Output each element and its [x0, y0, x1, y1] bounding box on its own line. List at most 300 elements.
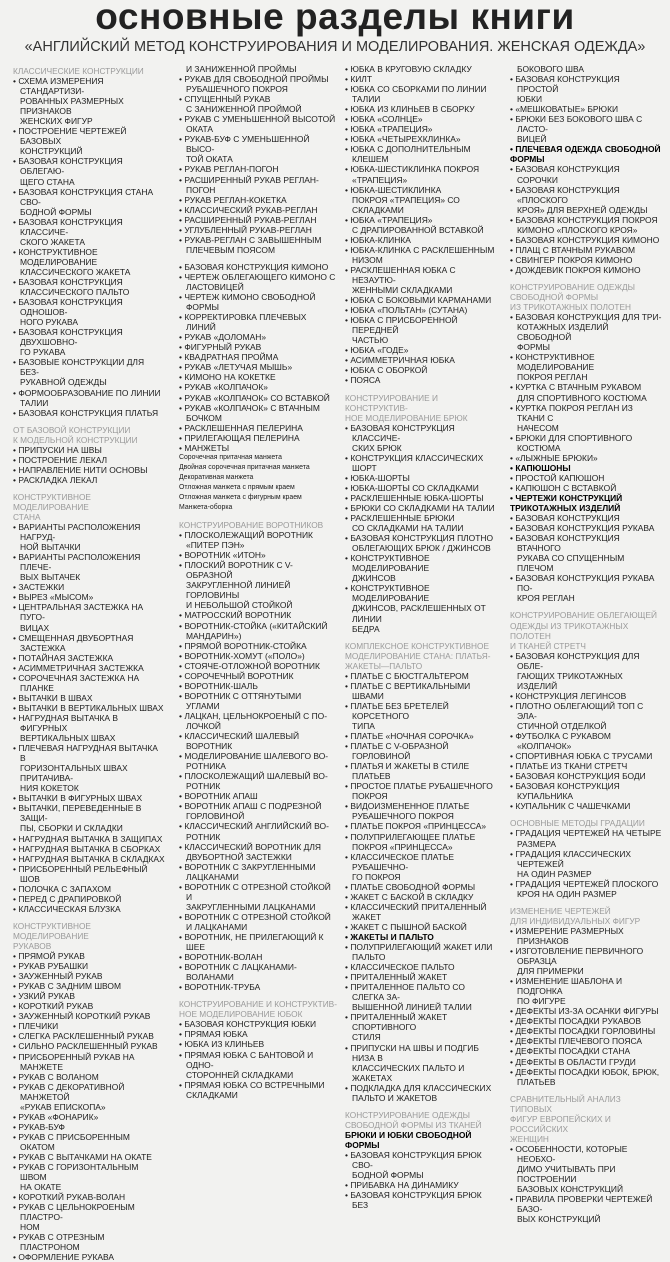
list-item: • ВОРОТНИК-ШАЛЬ: [179, 681, 337, 691]
section-heading: ОСНОВНЫЕ МЕТОДЫ ГРАДАЦИИ: [510, 818, 645, 829]
list-item-continuation: РОТНИК: [186, 831, 221, 842]
section-heading: НОЕ МОДЕЛИРОВАНИЕ БРЮК: [345, 412, 468, 423]
list-item: • КОНСТРУКТИВНОЕ МОДЕЛИРОВАНИЕ: [345, 553, 499, 573]
list-item: • БАЗОВАЯ КОНСТРУКЦИЯ ПОКРОЯ: [510, 215, 662, 225]
list-item: • РАСКЛЕШЕННЫЕ ЮБКА-ШОРТЫ: [345, 493, 499, 503]
section-heading: МОДЕЛИРОВАНИЕ СТАНА: ПЛАТЬЯ-: [345, 650, 491, 661]
list-item-continuation: КЛАССИЧЕСКОГО ПАЛЬТО: [20, 287, 130, 298]
list-item: • ЮБКА С ПРИСБОРЕННОЙ ПЕРЕДНЕЙ: [345, 315, 499, 335]
list-item: • РУКАВ «КОЛПАЧОК» С ВТАЧНЫМ: [179, 403, 337, 413]
list-item-continuation: РОТНИКА: [186, 761, 226, 772]
list-item: • НАГРУДНАЯ ВЫТАЧКА В ЗАЩИПАХ: [13, 834, 165, 844]
list-item-continuation: КРОЯ НА ОДИН РАЗМЕР: [517, 888, 617, 899]
list-item: • ФУТБОЛКА С РУКАВОМ «КОЛПАЧОК»: [510, 731, 662, 751]
list-item: • РУКАВ ДЛЯ СВОБОДНОЙ ПРОЙМЫ: [179, 74, 337, 84]
section-heading: КОНСТРУКТИВНОЕ МОДЕЛИРОВАНИЕ: [13, 491, 91, 512]
list-item-continuation: ЛОЧКОЙ: [186, 721, 221, 731]
list-item: • БАЗОВАЯ КОНСТРУКЦИЯ РУКАВА ПО-: [510, 573, 662, 593]
list-item-continuation: ДЖИНСОВ, РАСКЛЕШЕННЫХ ОТ ЛИНИИ: [352, 603, 486, 624]
list-item-continuation: ПАЛЬТО И ЖАКЕТОВ: [352, 1092, 438, 1103]
list-item: • «МЕШКОВАТЫЕ» БРЮКИ: [510, 104, 662, 114]
list-item: • РУКАВ С ГОРИЗОНТАЛЬНЫМ ШВОМ: [13, 1162, 165, 1182]
list-item: • БАЗОВАЯ КОНСТРУКЦИЯ ВТАЧНОГО: [510, 533, 662, 553]
list-item-continuation: НИЯ КОКЕТОК: [20, 783, 79, 794]
section-heading: СРАВНИТЕЛЬНЫЙ АНАЛИЗ ТИПОВЫХ: [510, 1093, 621, 1114]
list-item: • БАЗОВАЯ КОНСТРУКЦИЯ ОДНОШОВ-: [13, 297, 165, 317]
list-item: • СХЕМА ИЗМЕРЕНИЯ СТАНДАРТИЗИ-: [13, 76, 165, 96]
list-item: • КОРОТКИЙ РУКАВ-ВОЛАН: [13, 1192, 165, 1202]
list-item-continuation: РОТНИК: [186, 781, 221, 792]
list-item: • ПРЯМАЯ ЮБКА С БАНТОВОЙ И ОДНО-: [179, 1050, 337, 1070]
list-item: • ПЛАТЬЯ И ЖАКЕТЫ В СТИЛЕ ПЛАТЬЕВ: [345, 761, 499, 781]
list-item: • ВОРОТНИК С ОТТЯНУТЫМИ УГЛАМИ: [179, 691, 337, 711]
list-item: • РУКАВ-БУФ С УМЕНЬШЕННОЙ ВЫСО-: [179, 134, 337, 154]
list-item: • ЮБКА «ЧЕТЫРЕХКЛИНКА»: [345, 134, 499, 144]
list-item: • ПРЯМАЯ ЮБКА СО ВСТРЕЧНЫМИ: [179, 1080, 337, 1090]
list-item: • КОНСТРУКТИВНОЕ МОДЕЛИРОВАНИЕ: [13, 247, 165, 267]
list-item: • ВЫТАЧКИ В ФИГУРНЫХ ШВАХ: [13, 793, 165, 803]
list-item: • БАЗОВАЯ КОНСТРУКЦИЯ ДЛЯ ОБЛЕ-: [510, 651, 662, 671]
list-item: • КОРРЕКТИРОВКА ПЛЕЧЕВЫХ ЛИНИЙ: [179, 312, 337, 332]
list-item: • РУКАВ С ОТРЕЗНЫМ ПЛАСТРОНОМ: [13, 1232, 165, 1252]
list-item: • ВОРОТНИК АПАШ: [179, 791, 337, 801]
list-item-continuation: НОГО РУКАВА: [20, 317, 78, 328]
list-item: • «ЛЫЖНЫЕ БРЮКИ»: [510, 453, 662, 463]
list-item: • НАПРАВЛЕНИЕ НИТИ ОСНОВЫ: [13, 465, 165, 475]
list-item-continuation: ПО ФИГУРЕ: [517, 996, 566, 1007]
list-item: • ПЛАТЬЕ ПОКРОЯ «ПРИНЦЕССА»: [345, 821, 499, 831]
list-item: • ПЛАТЬЕ С V-ОБРАЗНОЙ ГОРЛОВИНОЙ: [345, 741, 499, 761]
list-item: • БАЗОВАЯ КОНСТРУКЦИЯ КИМОНО: [510, 235, 662, 245]
list-item: • ЮБКА-ШОРТЫ СО СКЛАДКАМИ: [345, 483, 499, 493]
list-item: • РУКАВ-БУФ: [13, 1122, 165, 1132]
list-item-bold: • ЖАКЕТЫ И ПАЛЬТО: [345, 932, 499, 942]
list-item: • ПЛАЩ С ВТАЧНЫМ РУКАВОМ: [510, 245, 662, 255]
list-item: • ВОРОТНИК-ХОМУТ («ПОЛО»): [179, 651, 337, 661]
list-item-continuation: НИЗОМ: [352, 254, 383, 265]
list-item: • ПРИБАВКА НА ДИНАМИКУ: [345, 1180, 499, 1190]
list-item: • ПЛАТЬЕ ИЗ ТКАНИ СТРЕТЧ: [510, 761, 662, 771]
list-item-continuation: ФОРМЫ: [517, 342, 551, 353]
list-item: • ЮБКА ИЗ КЛИНЬЕВ В СБОРКУ: [345, 104, 499, 114]
list-item: • АСИММЕТРИЧНАЯ ЮБКА: [345, 355, 499, 365]
list-item: • КАПЮШОН С ВСТАВКОЙ: [510, 483, 662, 493]
list-item-continuation: ЗАКРУГЛЕННЫМИ ЛАЦКАНАМИ: [186, 901, 316, 912]
section-heading: КОНСТРУИРОВАНИЕ ОБЛЕГАЮЩЕЙ: [510, 610, 657, 621]
list-item: • ГРАДАЦИЯ ЧЕРТЕЖЕЙ НА ЧЕТЫРЕ: [510, 828, 662, 838]
list-item: • ЗАУЖЕННЫЙ КОРОТКИЙ РУКАВ: [13, 1011, 165, 1021]
list-item-continuation: БОДНОЙ ФОРМЫ: [352, 1170, 424, 1181]
list-item-continuation: ПЛЕЧЕВЫМ ПОЯСОМ: [186, 244, 275, 255]
list-item: • УГЛУБЛЕННЫЙ РУКАВ-РЕГЛАН: [179, 225, 337, 235]
list-item-continuation: ОКАТА: [186, 124, 213, 135]
list-item: • ВИДОИЗМЕНЕННОЕ ПЛАТЬЕ: [345, 801, 499, 811]
list-item: • КЛАССИЧЕСКАЯ БЛУЗКА: [13, 904, 165, 914]
list-item: • ПЛОТНО ОБЛЕГАЮЩИЙ ТОП С ЭЛА-: [510, 701, 662, 721]
list-item: • РУКАВ С УМЕНЬШЕННОЙ ВЫСОТОЙ: [179, 114, 337, 124]
list-item: • ПОЛУПРИЛЕГАЮЩИЙ ЖАКЕТ ИЛИ: [345, 942, 499, 952]
list-item: • ФИГУРНЫЙ РУКАВ: [179, 342, 337, 352]
list-item: • ПЛАТЬЕ БЕЗ БРЕТЕЛЕЙ КОРСЕТНОГО: [345, 701, 499, 721]
list-item-continuation: ЖЕНСКИХ ФИГУР: [20, 116, 93, 127]
list-item-continuation: ЖЕННЫМИ СКЛАДКАМИ: [352, 285, 453, 296]
list-item: • ЮБКА-ШЕСТИКЛИНКА: [345, 185, 499, 195]
section-heading: КОНСТРУИРОВАНИЕ И КОНСТРУКТИВ-: [345, 392, 438, 413]
section-heading: ЖЕНЩИН: [510, 1133, 549, 1144]
list-item: • РУКАВ С ВОЛАНОМ: [13, 1072, 165, 1082]
list-item: • ВЫТАЧКИ В ШВАХ: [13, 693, 165, 703]
list-item: • ЛАЦКАН, ЦЕЛЬНОКРОЕНЫЙ С ПО-: [179, 711, 337, 721]
list-item: • КОНСТРУКТИВНОЕ МОДЕЛИРОВАНИЕ: [345, 583, 499, 603]
list-item: • ЮБКА С ОБОРКОЙ: [345, 365, 499, 375]
list-item: • ВОРОТНИК С ЗАКРУГЛЕННЫМИ: [179, 862, 337, 872]
section-heading: КОНСТРУИРОВАНИЕ ОДЕЖДЫ: [510, 281, 635, 292]
list-item: • ЮБКА-ШЕСТИКЛИНКА ПОКРОЯ: [345, 164, 499, 174]
list-item: • РУКАВ РЕГЛАН-КОКЕТКА: [179, 195, 337, 205]
list-item-continuation: «РУКАВ ЕПИСКОПА»: [20, 1101, 106, 1112]
list-item: • БАЗОВАЯ КОНСТРУКЦИЯ СТАНА СВО-: [13, 187, 165, 207]
list-item-continuation: ПОКРОЯ: [352, 791, 388, 802]
list-item-continuation: ФОРМЫ: [186, 302, 220, 313]
list-item: • РУКАВ С ЗАДНИМ ШВОМ: [13, 981, 165, 991]
list-item: • ВАРИАНТЫ РАСПОЛОЖЕНИЯ ПЛЕЧЕ-: [13, 552, 165, 572]
list-item: • РАСКЛАДКА ЛЕКАЛ: [13, 475, 165, 485]
list-item-bold: • ПЛЕЧЕВАЯ ОДЕЖДА СВОБОДНОЙ: [510, 144, 662, 154]
section-heading: КОНСТРУИРОВАНИЕ ВОРОТНИКОВ: [179, 520, 324, 531]
sub-item: Декоративная манжета: [179, 473, 254, 481]
list-item-continuation: ПОКРОЯ «ПРИНЦЕССА»: [352, 841, 453, 852]
list-item: • ВОРОТНИК-ТРУБА: [179, 982, 337, 992]
list-item: • КЛАССИЧЕСКИЙ ПРИТАЛЕННЫЙ ЖАКЕТ: [345, 902, 499, 922]
section-heading: СВОБОДНОЙ ФОРМЫ ИЗ ТКАНЕЙ: [345, 1119, 482, 1130]
list-item-continuation: СКИХ БРЮК: [352, 442, 402, 453]
list-item-continuation: БОДНОЙ ФОРМЫ: [20, 206, 92, 217]
list-item: • РАСШИРЕННЫЙ РУКАВ РЕГЛАН-ПОГОН: [179, 175, 337, 195]
section-heading: ИЗМЕНЕНИЕ ЧЕРТЕЖЕЙ: [510, 905, 611, 916]
list-item-continuation: БЕДРА: [352, 623, 380, 634]
list-item: • РУКАВ С ВЫТАЧКАМИ НА ОКАТЕ: [13, 1152, 165, 1162]
list-item-continuation: ЛАЦКАНАМИ: [186, 871, 239, 882]
list-item-continuation: «ПИТЕР ПЭН»: [186, 540, 245, 551]
list-item: • ЮБКА СО СБОРКАМИ ПО ЛИНИИ: [345, 84, 499, 94]
list-item-continuation: КЛАССИЧЕСКИХ ПАЛЬТО И ЖАКЕТАХ: [352, 1062, 465, 1083]
list-item: • ПРОСТОЕ ПЛАТЬЕ РУБАШЕЧНОГО: [345, 781, 499, 791]
list-item: • ЧЕРТЕЖ ОБЛЕГАЮЩЕГО КИМОНО С: [179, 272, 337, 282]
list-item: • МОДЕЛИРОВАНИЕ ШАЛЕВОГО ВО-: [179, 751, 337, 761]
list-item: • КЛАССИЧЕСКОЕ ПАЛЬТО: [345, 962, 499, 972]
section-heading: СТАНА: [13, 512, 41, 523]
list-item: • ВОРОТНИК-ВОЛАН: [179, 952, 337, 962]
list-item: • РУКАВ РУБАШКИ: [13, 961, 165, 971]
list-item-continuation: РАЗМЕРА: [517, 838, 557, 849]
section-heading: РУКАВОВ: [13, 940, 52, 951]
list-item: • СМЕЩЕННАЯ ДВУБОРТНАЯ ЗАСТЕЖКА: [13, 633, 165, 653]
list-item-continuation: ГОРЛОВИНОЙ: [186, 811, 245, 822]
list-item-continuation: РОВАННЫХ РАЗМЕРНЫХ ПРИЗНАКОВ: [20, 96, 124, 117]
list-item-continuation: ДЛЯ ПРИМЕРКИ: [517, 966, 584, 977]
list-item: • ПОСТРОЕНИЕ ЛЕКАЛ: [13, 455, 165, 465]
list-item: • БАЗОВАЯ КОНСТРУКЦИЯ: [13, 277, 165, 287]
list-item: • ДЕФЕКТЫ ПОСАДКИ РУКАВОВ: [510, 1016, 662, 1026]
list-item: • ПЛОСКОЛЕЖАЩИЙ ШАЛЕВЫЙ ВО-: [179, 771, 337, 781]
list-item: • ГРАДАЦИЯ КЛАССИЧЕСКИХ ЧЕРТЕЖЕЙ: [510, 849, 662, 869]
list-item: • РАСКЛЕШЕННАЯ ПЕЛЕРИНА: [179, 423, 337, 433]
list-item: • ПРИСБОРЕННЫЙ РЕЛЬЕФНЫЙ ШОВ: [13, 864, 165, 884]
list-item: • ВОРОТНИК «ИТОН»: [179, 550, 337, 560]
list-item: • КЛАССИЧЕСКИЙ ШАЛЕВЫЙ ВОРОТНИК: [179, 731, 337, 751]
list-item: • ДЕФЕКТЫ ПОСАДКИ СТАНА: [510, 1046, 662, 1056]
list-item-continuation: ПЛАТЬЕВ: [517, 1076, 556, 1087]
list-item: • МАТРОССКИЙ ВОРОТНИК: [179, 610, 337, 620]
section-heading: КОНСТРУИРОВАНИЕ И КОНСТРУКТИВ-: [179, 999, 337, 1010]
section-heading: КОМПЛЕКСНОЕ КОНСТРУКТИВНОЕ: [345, 640, 490, 651]
list-item: • ПОТАЙНАЯ ЗАСТЕЖКА: [13, 653, 165, 663]
list-item-continuation: НАЧЕСОМ: [517, 422, 559, 433]
section-heading: КОНСТРУКТИВНОЕ МОДЕЛИРОВАНИЕ: [13, 920, 91, 941]
list-item: • КИМОНО НА КОКЕТКЕ: [179, 372, 337, 382]
list-item: • ПРИТАЛЕННОЕ ПАЛЬТО СО СЛЕГКА ЗА-: [345, 982, 499, 1002]
list-item: • ПОДКЛАДКА ДЛЯ КЛАССИЧЕСКИХ: [345, 1083, 499, 1093]
list-item: • ВЫРЕЗ «МЫСОМ»: [13, 592, 165, 602]
column-2: [179, 64, 337, 1100]
list-item: • БАЗОВАЯ КОНСТРУКЦИЯ РУКАВА: [510, 523, 662, 533]
list-item: • ПЛАТЬЕ СВОБОДНОЙ ФОРМЫ: [345, 882, 499, 892]
list-item-continuation: ГАЮЩИХ ТРИКОТАЖНЫХ ИЗДЕЛИЙ: [517, 670, 623, 691]
list-item: • ПРИЛЕГАЮЩАЯ ПЕЛЕРИНА: [179, 433, 337, 443]
list-item: • ДОЖДЕВИК ПОКРОЯ КИМОНО: [510, 265, 662, 275]
sub-item: Отложная манжета с фигурным краем: [179, 493, 302, 501]
list-item: • ПОЯСА: [345, 375, 499, 385]
spacer: [179, 255, 337, 262]
list-item-continuation: БОКОВОГО ШВА: [517, 64, 585, 74]
column-3: [345, 64, 499, 1211]
list-item-continuation: И ЛАЦКАНАМИ: [186, 921, 248, 932]
list-item: • ЮБКА «СОЛНЦЕ»: [345, 114, 499, 124]
list-item: • РУКАВ «КОЛПАЧОК»: [179, 382, 337, 392]
list-item: • РАСКЛЕШЕННЫЕ БРЮКИ: [345, 513, 499, 523]
list-item-continuation: ПАЛЬТО: [352, 952, 386, 963]
list-item: • ВОРОТНИК, НЕ ПРИЛЕГАЮЩИЙ К ШЕЕ: [179, 932, 337, 952]
list-item: • ПОЛОЧКА С ЗАПАХОМ: [13, 884, 165, 894]
bold-heading: БРЮКИ И ЮБКИ СВОБОДНОЙ ФОРМЫ: [345, 1129, 472, 1150]
list-item: • СЛЕГКА РАСКЛЕШЕННЫЙ РУКАВ: [13, 1031, 165, 1041]
list-item: • КЛАССИЧЕСКОЕ ПЛАТЬЕ РУБАШЕЧНО-: [345, 852, 499, 872]
list-item-continuation: ЮБКИ: [517, 94, 543, 105]
list-item-continuation: СТИЛЯ: [352, 1032, 381, 1043]
list-item: • ПОЛУПРИЛЕГАЮЩЕЕ ПЛАТЬЕ: [345, 832, 499, 842]
list-item: • ЮБКА В КРУГОВУЮ СКЛАДКУ: [345, 64, 499, 74]
list-item: • БАЗОВАЯ КОНСТРУКЦИЯ ПРОСТОЙ: [510, 74, 662, 94]
list-item: • ЮБКА С БОКОВЫМИ КАРМАНАМИ: [345, 295, 499, 305]
list-item-continuation: ОБЛЕГАЮЩИХ БРЮК / ДЖИНСОВ: [352, 543, 491, 554]
bold-heading: ФОРМЫ: [510, 154, 545, 165]
list-item: • ОФОРМЛЕНИЕ РУКАВА: [13, 1252, 165, 1262]
list-item: • АСИММЕТРИЧНАЯ ЗАСТЕЖКА: [13, 663, 165, 673]
list-item-continuation: ВИЦАХ: [20, 622, 50, 633]
list-item: • ПРИСБОРЕННЫЙ РУКАВ НА МАНЖЕТЕ: [13, 1052, 165, 1072]
list-item: • РУКАВ «КОЛПАЧОК» СО ВСТАВКОЙ: [179, 393, 337, 403]
section-heading: КОНСТРУИРОВАНИЕ ОДЕЖДЫ: [345, 1109, 470, 1120]
list-item: • ЮБКА-КЛИНКА: [345, 235, 499, 245]
list-item: • СПОРТИВНАЯ ЮБКА С ТРУСАМИ: [510, 751, 662, 761]
list-item: • БАЗОВЫЕ КОНСТРУКЦИИ ДЛЯ БЕЗ-: [13, 357, 165, 377]
column-1: [13, 64, 165, 1262]
list-item-continuation: ВЫХ КОНСТРУКЦИЙ: [517, 1214, 601, 1225]
list-item: • БАЗОВАЯ КОНСТРУКЦИЯ БРЮК СВО-: [345, 1150, 499, 1170]
list-item-continuation: ГО РУКАВА: [20, 347, 66, 358]
list-item: • КЛАССИЧЕСКИЙ АНГЛИЙСКИЙ ВО-: [179, 821, 337, 831]
list-item: • КОРОТКИЙ РУКАВ: [13, 1001, 165, 1011]
list-item-continuation: НОМ: [20, 1222, 40, 1233]
section-heading: ОДЕЖДЫ ИЗ ТРИКОТАЖНЫХ ПОЛОТЕН: [510, 620, 629, 641]
list-item-continuation: БОЧКОМ: [186, 412, 222, 423]
list-item: • БАЗОВАЯ КОНСТРУКЦИЯ СОРОЧКИ: [510, 164, 662, 184]
list-item: • ПЛАТЬЕ С ВЕРТИКАЛЬНЫМИ ШВАМИ: [345, 681, 499, 701]
list-item: • БАЗОВАЯ КОНСТРУКЦИЯ ОБЛЕГАЮ-: [13, 156, 165, 176]
list-item: • БАЗОВАЯ КОНСТРУКЦИЯ: [510, 513, 662, 523]
list-item: • РАСШИРЕННЫЙ РУКАВ-РЕГЛАН: [179, 215, 337, 225]
list-item-continuation: ГОРИЗОНТАЛЬНЫХ ШВАХ ПРИТАЧИВА-: [20, 763, 128, 784]
section-heading: ФИГУР ЕВРОПЕЙСКИХ И РОССИЙСКИХ: [510, 1113, 611, 1134]
list-item: • ИЗМЕНЕНИЕ ШАБЛОНА И ПОДГОНКА: [510, 976, 662, 996]
list-item-continuation: ВЫШЕННОЙ ЛИНИЕЙ ТАЛИИ: [352, 1002, 472, 1013]
list-item: • БАЗОВАЯ КОНСТРУКЦИЯ ЮБКИ: [179, 1019, 337, 1029]
list-item: • РУКАВ «ДОЛОМАН»: [179, 332, 337, 342]
list-item: • КУРТКА ПОКРОЯ РЕГЛАН ИЗ ТКАНИ С: [510, 403, 662, 423]
list-item: • ПРИТАЛЕННЫЙ ЖАКЕТ СПОРТИВНОГО: [345, 1012, 499, 1032]
list-item: • ПРАВИЛА ПРОВЕРКИ ЧЕРТЕЖЕЙ БАЗО-: [510, 1194, 662, 1214]
list-item: • ПЛОСКОЛЕЖАЩИЙ ВОРОТНИК: [179, 530, 337, 540]
list-item: • СВИНГЕР ПОКРОЯ КИМОНО: [510, 255, 662, 265]
list-item: • ДЕФЕКТЫ В ОБЛАСТИ ГРУДИ: [510, 1057, 662, 1067]
list-item-continuation: И НЕБОЛЬШОЙ СТОЙКОЙ: [186, 600, 293, 611]
list-item: • ПЛЕЧЕВАЯ НАГРУДНАЯ ВЫТАЧКА В: [13, 743, 165, 763]
list-item-continuation: РУКАВНОЙ ОДЕЖДЫ: [20, 377, 107, 388]
list-item: • РУКАВ С ЦЕЛЬНОКРОЕНЫМ ПЛАСТРО-: [13, 1202, 165, 1222]
list-item: • БАЗОВАЯ КОНСТРУКЦИЯ ПЛАТЬЯ: [13, 408, 165, 418]
list-item: • ЮБКА «ТРАПЕЦИЯ»: [345, 215, 499, 225]
section-heading: ОТ БАЗОВОЙ КОНСТРУКЦИИ: [13, 424, 131, 435]
list-item: • ПЛЕЧИКИ: [13, 1021, 165, 1031]
list-item-continuation: КОТАЖНЫХ ИЗДЕЛИЙ СВОБОДНОЙ: [517, 322, 609, 343]
list-item-continuation: СТОРОННЕЙ СКЛАДКАМИ: [186, 1069, 294, 1080]
list-item: • ЗАСТЕЖКИ: [13, 582, 165, 592]
list-item: • ПРЯМОЙ РУКАВ: [13, 951, 165, 961]
list-item: • НАГРУДНАЯ ВЫТАЧКА В ФИГУРНЫХ: [13, 713, 165, 733]
list-item-continuation: КИМОНО «ПЛОСКОГО КРОЯ»: [517, 224, 638, 235]
list-item-continuation: ТОЙ ОКАТА: [186, 154, 233, 165]
list-item-continuation: РУБАШЕЧНОГО ПОКРОЯ: [352, 811, 454, 822]
list-item-continuation: ТИПА: [352, 721, 375, 731]
list-item: • КУРТКА С ВТАЧНЫМ РУКАВОМ: [510, 382, 662, 392]
list-item: • ВЫТАЧКИ В ВЕРТИКАЛЬНЫХ ШВАХ: [13, 703, 165, 713]
list-item: • НАГРУДНАЯ ВЫТАЧКА В СБОРКАХ: [13, 844, 165, 854]
list-item: • ВОРОТНИК С ОТРЕЗНОЙ СТОЙКОЙ И: [179, 882, 337, 902]
list-item: • ЦЕНТРАЛЬНАЯ ЗАСТЕЖКА НА ПУГО-: [13, 602, 165, 622]
list-item: • РУКАВ РЕГЛАН-ПОГОН: [179, 164, 337, 174]
list-item: • ГРАДАЦИЯ ЧЕРТЕЖЕЙ ПЛОСКОГО: [510, 879, 662, 889]
list-item-continuation: СКОГО ЖАКЕТА: [20, 236, 85, 247]
list-item-continuation: КРОЯ» ДЛЯ ВЕРХНЕЙ ОДЕЖДЫ: [517, 204, 648, 215]
list-item: • БАЗОВАЯ КОНСТРУКЦИЯ ПЛОТНО: [345, 533, 499, 543]
bold-heading: ТРИКОТАЖНЫХ ИЗДЕЛИЙ: [510, 503, 621, 514]
list-item: • ВОРОТНИК С ОТРЕЗНОЙ СТОЙКОЙ: [179, 912, 337, 922]
section-heading: К МОДЕЛЬНОЙ КОНСТРУКЦИИ: [13, 434, 138, 445]
list-item: • ДЕФЕКТЫ ПОСАДКИ ЮБОК, БРЮК,: [510, 1067, 662, 1077]
list-item: • НАГРУДНАЯ ВЫТАЧКА В СКЛАДКАХ: [13, 854, 165, 864]
list-item: • БАЗОВАЯ КОНСТРУКЦИЯ ДВУХШОВНО-: [13, 327, 165, 347]
list-item-continuation: ДИМО УЧИТЫВАТЬ ПРИ ПОСТРОЕНИИ: [517, 1163, 616, 1185]
list-item-continuation: «ТРАПЕЦИЯ»: [352, 174, 408, 185]
list-item: • ЮБКА «ТРАПЕЦИЯ»: [345, 124, 499, 134]
list-item-continuation: ГО ПОКРОЯ: [352, 871, 401, 882]
section-heading: НОЕ МОДЕЛИРОВАНИЕ ЮБОК: [179, 1009, 303, 1020]
list-item: • РАСКЛЕШЕННАЯ ЮБКА С НЕЗАУТЮ-: [345, 265, 499, 285]
list-item-continuation: ЩЕГО СТАНА: [20, 176, 75, 187]
list-item: • ПРЯМАЯ ЮБКА: [179, 1029, 337, 1039]
list-item: • КВАДРАТНАЯ ПРОЙМА: [179, 352, 337, 362]
list-item-continuation: СТИЧНОЙ ОТДЕЛКОЙ: [517, 721, 607, 731]
list-item-continuation: ЗАКРУГЛЕННОЙ ЛИНИЕЙ ГОРЛОВИНЫ: [186, 580, 291, 601]
list-item-continuation: ВЫХ ВЫТАЧЕК: [20, 572, 81, 583]
list-item-continuation: ЧАСТЬЮ: [352, 335, 389, 346]
list-item: • ЮБКА-ШОРТЫ: [345, 473, 499, 483]
list-item: • КУПАЛЬНИК С ЧАШЕЧКАМИ: [510, 801, 662, 811]
list-item: • ЗАУЖЕННЫЙ РУКАВ: [13, 971, 165, 981]
book-subtitle: «АНГЛИЙСКИЙ МЕТОД КОНСТРУИРОВАНИЯ И МОДЕЛИРОВАНИЯ. ЖЕНСКАЯ ОДЕЖДА»: [24, 39, 646, 55]
list-item: • СОРОЧЕЧНЫЙ ВОРОТНИК: [179, 671, 337, 681]
list-item: • РУКАВ С ДЕКОРАТИВНОЙ МАНЖЕТОЙ: [13, 1082, 165, 1102]
list-item: • ПРИПУСКИ НА ШВЫ И ПОДГИБ НИЗА В: [345, 1043, 499, 1063]
list-item-continuation: НА ОКАТЕ: [20, 1182, 62, 1193]
list-item: • ФОРМООБРАЗОВАНИЕ ПО ЛИНИИ: [13, 388, 165, 398]
list-item-continuation: КОНСТРУКЦИЙ: [20, 146, 83, 157]
list-item-bold: • ЧЕРТЕЖИ КОНСТРУКЦИЙ: [510, 493, 662, 503]
section-heading: И ТКАНЕЙ СТРЕТЧ: [510, 640, 586, 651]
list-item: • СПУЩЕННЫЙ РУКАВ: [179, 94, 337, 104]
section-heading: КЛАССИЧЕСКИЕ КОНСТРУКЦИИ: [13, 66, 144, 76]
list-item-continuation: И ЗАНИЖЕННОЙ ПРОЙМЫ: [186, 64, 297, 74]
section-heading: СВОБОДНОЙ ФОРМЫ: [510, 292, 599, 303]
list-item-continuation: РУБАШЕЧНОГО ПОКРОЯ: [186, 84, 288, 95]
list-item: • ДЕФЕКТЫ ПЛЕЧЕВОГО ПОЯСА: [510, 1036, 662, 1046]
list-item: • ЮБКА «ГОДЕ»: [345, 345, 499, 355]
list-item: • БАЗОВАЯ КОНСТРУКЦИЯ КЛАССИЧЕ-: [345, 423, 499, 443]
sub-item: Отложная манжета с прямым краем: [179, 483, 295, 491]
list-item: • БАЗОВАЯ КОНСТРУКЦИЯ КУПАЛЬНИКА: [510, 781, 662, 801]
list-item-continuation: С ДРАПИРОВАННОЙ ВСТАВКОЙ: [352, 224, 484, 235]
list-item: • ПЛАТЬЕ «НОЧНАЯ СОРОЧКА»: [345, 731, 499, 741]
list-item: • БРЮКИ СО СКЛАДКАМИ НА ТАЛИИ: [345, 503, 499, 513]
list-item-continuation: ДЛЯ СПОРТИВНОГО КОСТЮМА: [517, 392, 647, 403]
list-item: • ЖАКЕТ С БАСКОЙ В СКЛАДКУ: [345, 892, 499, 902]
list-item: • ЖАКЕТ С ПЫШНОЙ БАСКОЙ: [345, 922, 499, 932]
list-item: • ВОРОТНИК АПАШ С ПОДРЕЗНОЙ: [179, 801, 337, 811]
list-item: • ПЛАТЬЕ С БЮСТГАЛЬТЕРОМ: [345, 671, 499, 681]
list-item: • ПЛОСКИЙ ВОРОТНИК С V-ОБРАЗНОЙ: [179, 560, 337, 580]
list-item-continuation: НА ОДИН РАЗМЕР: [517, 868, 592, 879]
list-item: • БАЗОВАЯ КОНСТРУКЦИЯ БРЮК БЕЗ: [345, 1190, 499, 1210]
sub-item: Двойная сорочечная притачная манжета: [179, 463, 310, 471]
list-item-continuation: ПЫ, СБОРКИ И СКЛАДКИ: [20, 823, 123, 834]
list-item-continuation: КЛАССИЧЕСКОГО ЖАКЕТА: [20, 266, 131, 277]
list-item: • КОНСТРУКЦИЯ КЛАССИЧЕСКИХ ШОРТ: [345, 453, 499, 473]
list-item-continuation: ДЖИНСОВ: [352, 573, 396, 584]
list-item: • БАЗОВАЯ КОНСТРУКЦИЯ ДЛЯ ТРИ-: [510, 312, 662, 322]
list-item: • БАЗОВАЯ КОНСТРУКЦИЯ КЛАССИЧЕ-: [13, 217, 165, 237]
list-item: • БАЗОВАЯ КОНСТРУКЦИЯ КИМОНО: [179, 262, 337, 272]
list-item: • ПОСТРОЕНИЕ ЧЕРТЕЖЕЙ БАЗОВЫХ: [13, 126, 165, 146]
